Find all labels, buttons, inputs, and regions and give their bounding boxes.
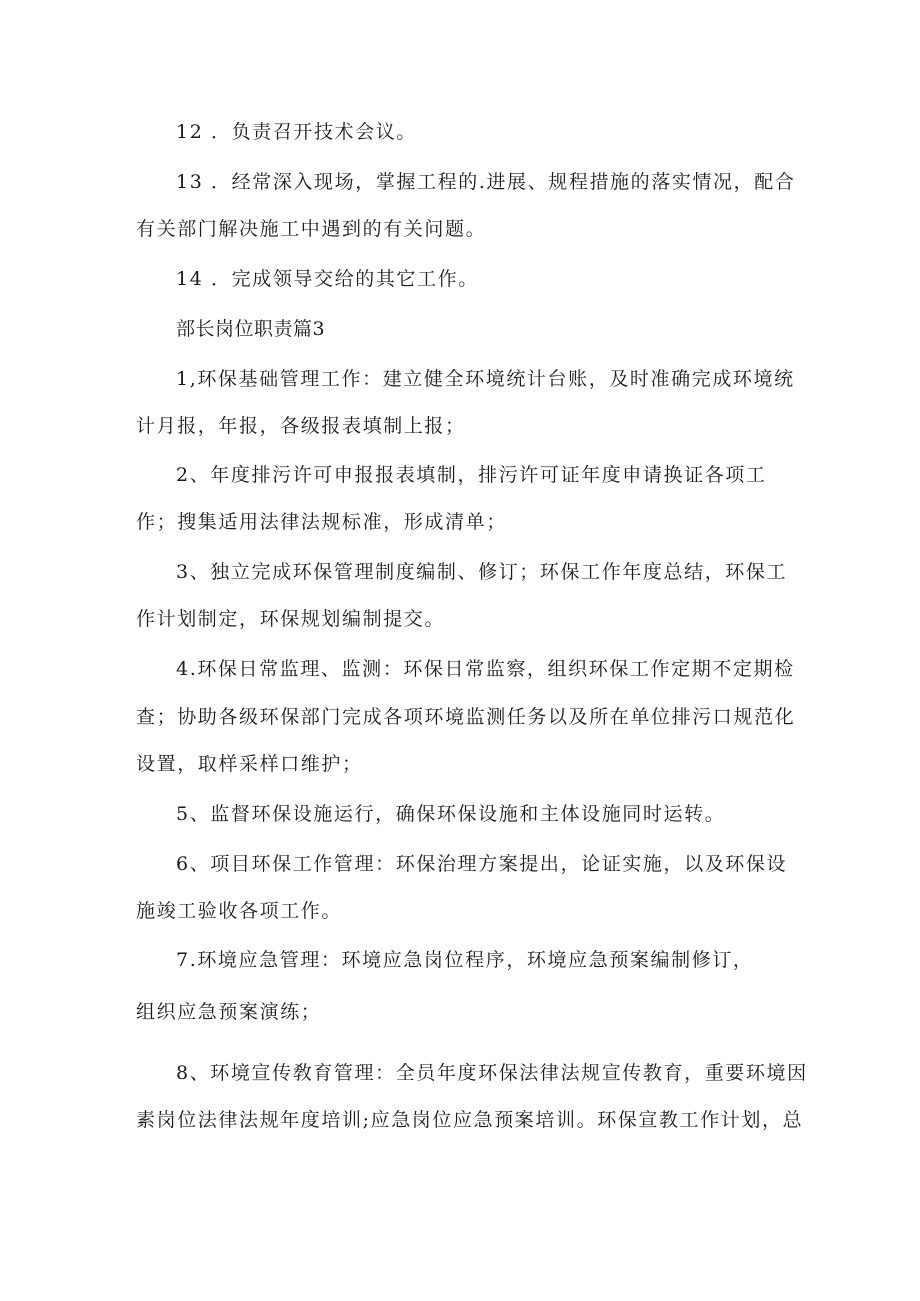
- item-12: 12 ．负责召开技术会议。: [176, 121, 418, 143]
- env-item-2-line-2: 作；搜集适用法律法规标准，形成清单；: [136, 511, 507, 533]
- env-item-7-line-1: 7.环境应急管理：环境应急岗位程序，环境应急预案编制修订，: [176, 949, 754, 971]
- item-14: 14 ．完成领导交给的其它工作。: [176, 268, 479, 290]
- env-item-1-line-2: 计月报，年报，各级报表填制上报；: [136, 415, 466, 437]
- env-item-8-line-1: 8、环境宣传敎育管理：全员年度环保法律法规宣传教育，重要环境因: [176, 1062, 808, 1084]
- env-item-4-line-2: 查；协助各级环保部门完成各项环境监测任务以及所在单位排污口规范化: [136, 706, 796, 728]
- env-item-3-line-1: 3、独立完成环保管理制度编制、修订；环保工作年度总结，环保工: [176, 561, 788, 583]
- env-item-2-line-1: 2、年度排污许可申报报表填制，排污许可证年度申请换证各项工: [176, 464, 767, 486]
- env-item-1-line-1: 1,环保基础管理工作：建立健全环境统计台账，及时准确完成环境统: [176, 368, 795, 390]
- env-item-6-line-1: 6、项目环保工作管理：环保治理方案提出，论证实施，以及环保设: [176, 853, 788, 875]
- env-item-5: 5、监督环保设施运行，确保环保设施和主体设施同时运转。: [176, 803, 726, 825]
- env-item-4-line-3: 设置，取样采样口维护；: [136, 753, 363, 775]
- env-item-3-line-2: 作计划制定，环保规划编制提交。: [136, 608, 446, 630]
- item-13-line-1: 13 ．经常深入现场，掌握工程的.进展、规程措施的落实情况，配合: [176, 171, 796, 193]
- env-item-4-line-1: 4.环保日常监理、监测：环保日常监察，组织环保工作定期不定期检: [176, 658, 795, 680]
- item-13-line-2: 有关部门解决施工中遇到的有关问题。: [136, 218, 487, 240]
- section-heading: 部长岗位职责篇3: [176, 318, 326, 340]
- env-item-6-line-2: 施竣工验收各项工作。: [136, 900, 343, 922]
- env-item-8-line-2: 素岗位法律法规年度培训;应急岗位应急预案培训。环保宣教工作计划，总: [136, 1109, 804, 1131]
- env-item-7-line-2: 组织应急预案演练；: [136, 1001, 322, 1023]
